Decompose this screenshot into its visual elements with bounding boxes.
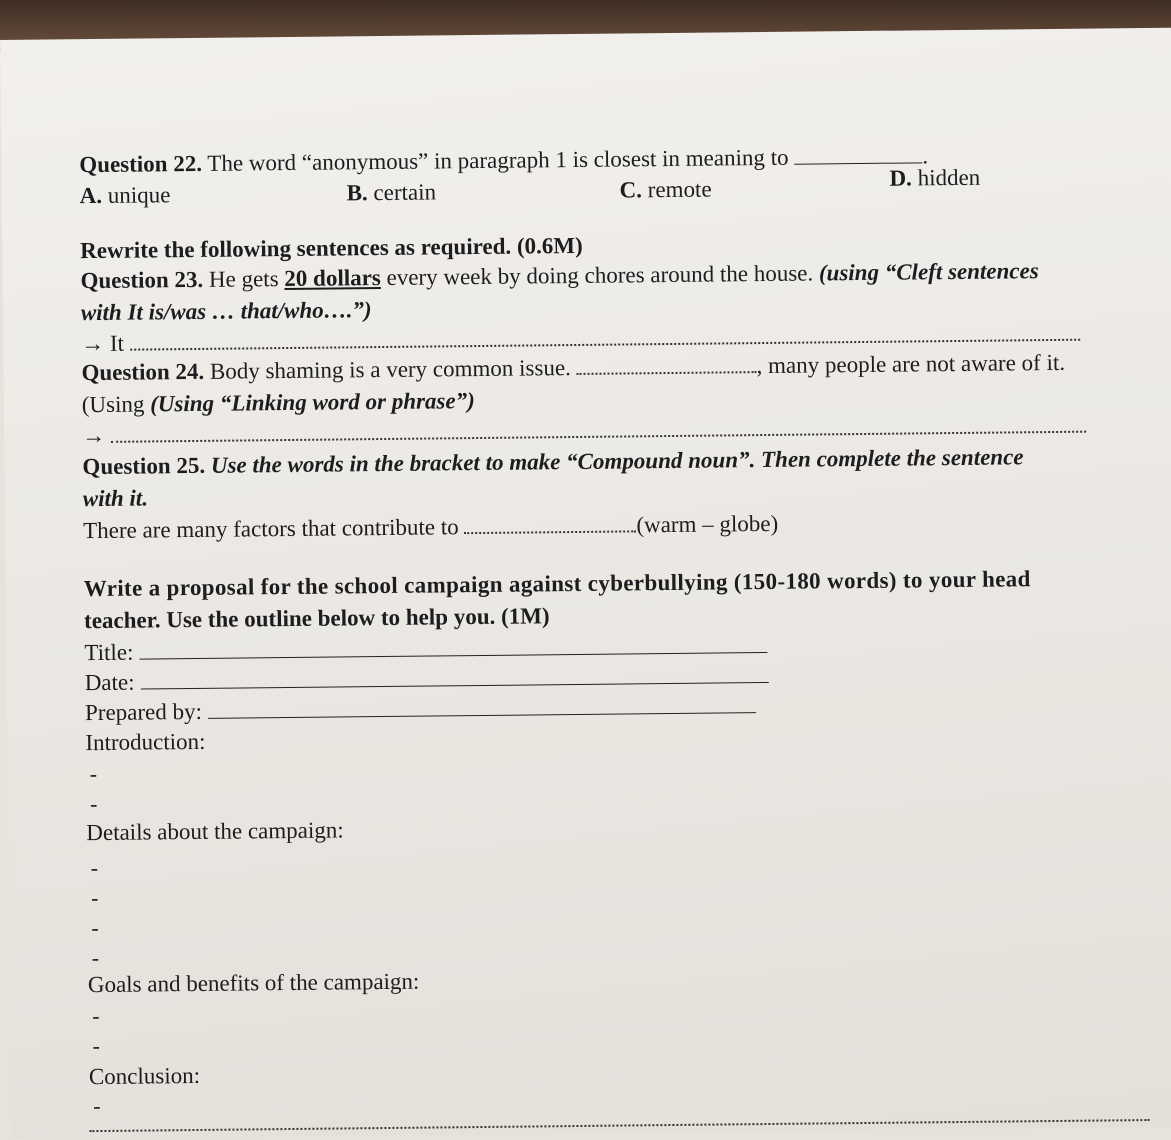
question-25-sentence [83, 510, 778, 545]
question-25-instruction-cont: with it. [82, 485, 149, 512]
question-23-underlined: 20 dollars [284, 265, 381, 292]
option-b-text: certain [373, 179, 437, 206]
option-b-letter: B. [346, 180, 368, 206]
question-23-text-before: He gets [208, 266, 279, 292]
title-label: Title: [84, 639, 134, 666]
question-22 [79, 142, 928, 179]
bullet-dash: - [93, 1093, 101, 1119]
date-input-line[interactable] [140, 662, 768, 690]
question-23-answer-prefix: → It [81, 330, 125, 357]
conclusion-answer [89, 1100, 1149, 1139]
bullet-dash: - [92, 1033, 100, 1059]
prepared-by-label: Prepared by: [84, 698, 203, 726]
prepared-by-field [85, 692, 756, 727]
option-d [889, 164, 980, 193]
bullet-dash: - [91, 915, 99, 941]
conclusion-answer-line[interactable] [89, 1101, 1149, 1132]
question-25-sentence-text: There are many factors that contribute to [83, 514, 459, 544]
question-24-blank[interactable] [576, 353, 756, 375]
question-23-label: Question 23. [80, 266, 204, 294]
bullet-dash: - [89, 761, 98, 787]
conclusion-heading: Conclusion: [88, 1062, 201, 1090]
introduction-heading: Introduction: [85, 728, 206, 756]
bullet-dash: - [89, 791, 98, 817]
worksheet-page [0, 28, 1171, 1139]
option-d-letter: D. [889, 165, 913, 191]
question-23-instruction: (using “Cleft sentences [818, 258, 1039, 286]
question-25-instruction: Use the words in the bracket to make “Compound noun”. Then complete the sentence [210, 444, 1024, 478]
proposal-header: Write a proposal for the school campaign against cyberbullying (150-180 words) to your head [83, 566, 1031, 602]
question-25-label: Question 25. [82, 452, 206, 480]
prepared-by-input-line[interactable] [208, 692, 756, 719]
option-d-text: hidden [917, 164, 981, 191]
option-c [619, 176, 711, 205]
goals-heading: Goals and benefits of the campaign: [87, 968, 420, 998]
question-24-instruction-line [82, 387, 475, 419]
question-22-text: The word “anonymous” in paragraph 1 is closest in meaning to [207, 144, 789, 176]
bullet-dash: - [91, 945, 100, 971]
question-25 [82, 443, 1023, 481]
date-field [85, 662, 769, 697]
option-a-letter: A. [79, 182, 103, 209]
rewrite-section-header: Rewrite the following sentences as required. (0.6M) [80, 232, 583, 264]
details-heading: Details about the campaign: [86, 817, 344, 846]
option-c-text: remote [647, 176, 712, 203]
question-25-hint: (warm – globe) [636, 510, 779, 538]
question-24-arrow: → [82, 422, 106, 449]
bullet-dash: - [90, 855, 99, 881]
date-label: Date: [84, 669, 135, 696]
question-22-blank[interactable] [794, 142, 922, 164]
question-22-label: Question 22. [79, 150, 203, 178]
option-a-text: unique [107, 182, 171, 208]
question-24-text: Body shaming is a very common issue. [209, 355, 571, 384]
option-b [346, 178, 436, 207]
question-22-end: . [922, 143, 929, 169]
title-field [84, 632, 767, 667]
proposal-header-cont: teacher. Use the outline below to help you. (1M) [83, 603, 550, 634]
option-c-letter: C. [619, 177, 643, 203]
option-a [79, 181, 170, 210]
question-25-blank[interactable] [464, 512, 636, 534]
bullet-dash: - [92, 1003, 100, 1029]
title-input-line[interactable] [139, 632, 767, 660]
question-24-text-after: , many people are not aware of it. [756, 349, 1066, 379]
question-23-text-after: every week by doing chores around the house. [386, 260, 814, 290]
question-24-label: Question 24. [81, 358, 205, 386]
question-24-instruction: (Using “Linking word or phrase”) [150, 388, 475, 417]
question-24-instruction-open: (Using [81, 391, 151, 418]
question-23-instruction-cont: with It is/was … that/who….”) [80, 297, 372, 326]
bullet-dash: - [90, 885, 99, 911]
question-23-answer-line[interactable] [130, 321, 1080, 351]
